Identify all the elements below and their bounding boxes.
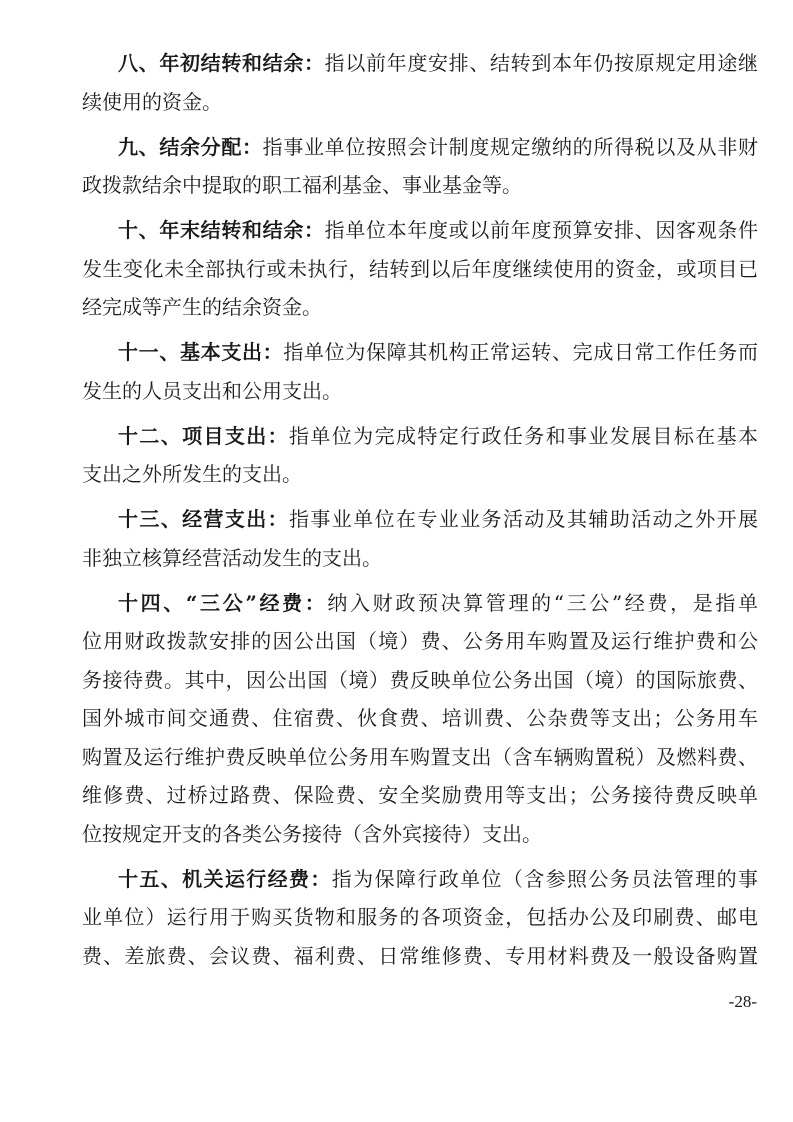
paragraph-line — [82, 584, 758, 623]
paragraph-line — [82, 937, 758, 976]
definition-paragraph — [82, 128, 758, 205]
term-heading: 十、年末结转和结余： — [118, 218, 325, 242]
definition-paragraph — [82, 333, 758, 410]
line-text: 经完成等产生的结余资金。 — [82, 295, 322, 319]
paragraph-line — [82, 738, 758, 777]
term-heading: 九、结余分配： — [118, 134, 263, 159]
line-text: 续使用的资金。 — [82, 89, 222, 114]
definition-paragraph — [82, 44, 758, 121]
term-heading: 八、年初结转和结余： — [118, 51, 325, 75]
term-heading: 十二、项目支出： — [118, 423, 290, 448]
line-text: 购置及运行维护费反映单位公务用车购置支出（含车辆购置税）及燃料费、 — [82, 744, 758, 769]
paragraph-line — [82, 815, 758, 854]
paragraph-line — [82, 455, 758, 494]
paragraph-line — [82, 166, 758, 205]
line-text: 纳入财政预决算管理的“三公”经费，是指单 — [327, 590, 758, 615]
paragraph-line — [82, 288, 758, 327]
line-text: 位按规定开支的各类公务接待（含外宾接待）支出。 — [82, 821, 542, 846]
document-body — [82, 44, 758, 982]
paragraph-line — [82, 500, 758, 539]
line-text: 指事业单位在专业业务活动及其辅助活动之外开展 — [289, 507, 759, 531]
term-heading: 十三、经营支出： — [118, 507, 290, 531]
line-text: 指单位为完成特定行政任务和事业发展目标在基本 — [289, 423, 759, 448]
paragraph-line — [82, 539, 758, 578]
page-number: -28- — [728, 992, 757, 1011]
line-text: 指为保障行政单位（含参照公务员法管理的事 — [331, 866, 759, 891]
definition-paragraph — [82, 860, 758, 976]
line-text: 维修费、过桥过路费、保险费、安全奖励费用等支出；公务接待费反映单 — [82, 783, 758, 807]
paragraph-line — [82, 44, 758, 83]
paragraph-line — [82, 860, 758, 899]
paragraph-line — [82, 83, 758, 122]
line-text: 发生变化未全部执行或未执行，结转到以后年度继续使用的资金，或项目已 — [82, 256, 758, 281]
line-text: 指以前年度安排、结转到本年仍按原规定用途继 — [324, 51, 759, 75]
line-text: 政拨款结余中提取的职工福利基金、事业基金等。 — [82, 173, 522, 197]
line-text: 务接待费。其中，因公出国（境）费反映单位公务出国（境）的国际旅费、 — [82, 667, 758, 692]
term-heading: 十一、基本支出： — [118, 340, 284, 364]
definition-paragraph — [82, 500, 758, 577]
line-text: 非独立核算经营活动发生的支出。 — [82, 545, 382, 570]
line-text: 费、差旅费、会议费、福利费、日常维修费、专用材料费及一般设备购置 — [82, 943, 758, 968]
paragraph-line — [82, 622, 758, 661]
paragraph-line — [82, 417, 758, 456]
line-text: 指单位本年度或以前年度预算安排、因客观条件 — [324, 218, 759, 242]
line-text: 国外城市间交通费、住宿费、伙食费、培训费、公杂费等支出；公务用车 — [82, 706, 758, 730]
term-heading: 十四、“三公”经费： — [118, 590, 328, 615]
line-text: 支出之外所发生的支出。 — [82, 462, 302, 486]
paragraph-line — [82, 372, 758, 411]
term-heading: 十五、机关运行经费： — [118, 866, 332, 891]
definition-paragraph — [82, 584, 758, 854]
paragraph-line — [82, 211, 758, 250]
paragraph-line — [82, 128, 758, 167]
line-text: 指单位为保障其机构正常运转、完成日常工作任务而 — [283, 340, 759, 364]
line-text: 业单位）运行用于购买货物和服务的各项资金，包括办公及印刷费、邮电 — [82, 905, 758, 929]
paragraph-line — [82, 898, 758, 937]
paragraph-line — [82, 333, 758, 372]
paragraph-line — [82, 661, 758, 700]
line-text: 发生的人员支出和公用支出。 — [82, 378, 342, 403]
paragraph-line — [82, 699, 758, 738]
definition-paragraph — [82, 211, 758, 327]
line-text: 指事业单位按照会计制度规定缴纳的所得税以及从非财 — [262, 134, 759, 159]
paragraph-line — [82, 776, 758, 815]
line-text: 位用财政拨款安排的因公出国（境）费、公务用车购置及运行维护费和公 — [82, 629, 758, 653]
paragraph-line — [82, 250, 758, 289]
definition-paragraph — [82, 417, 758, 494]
